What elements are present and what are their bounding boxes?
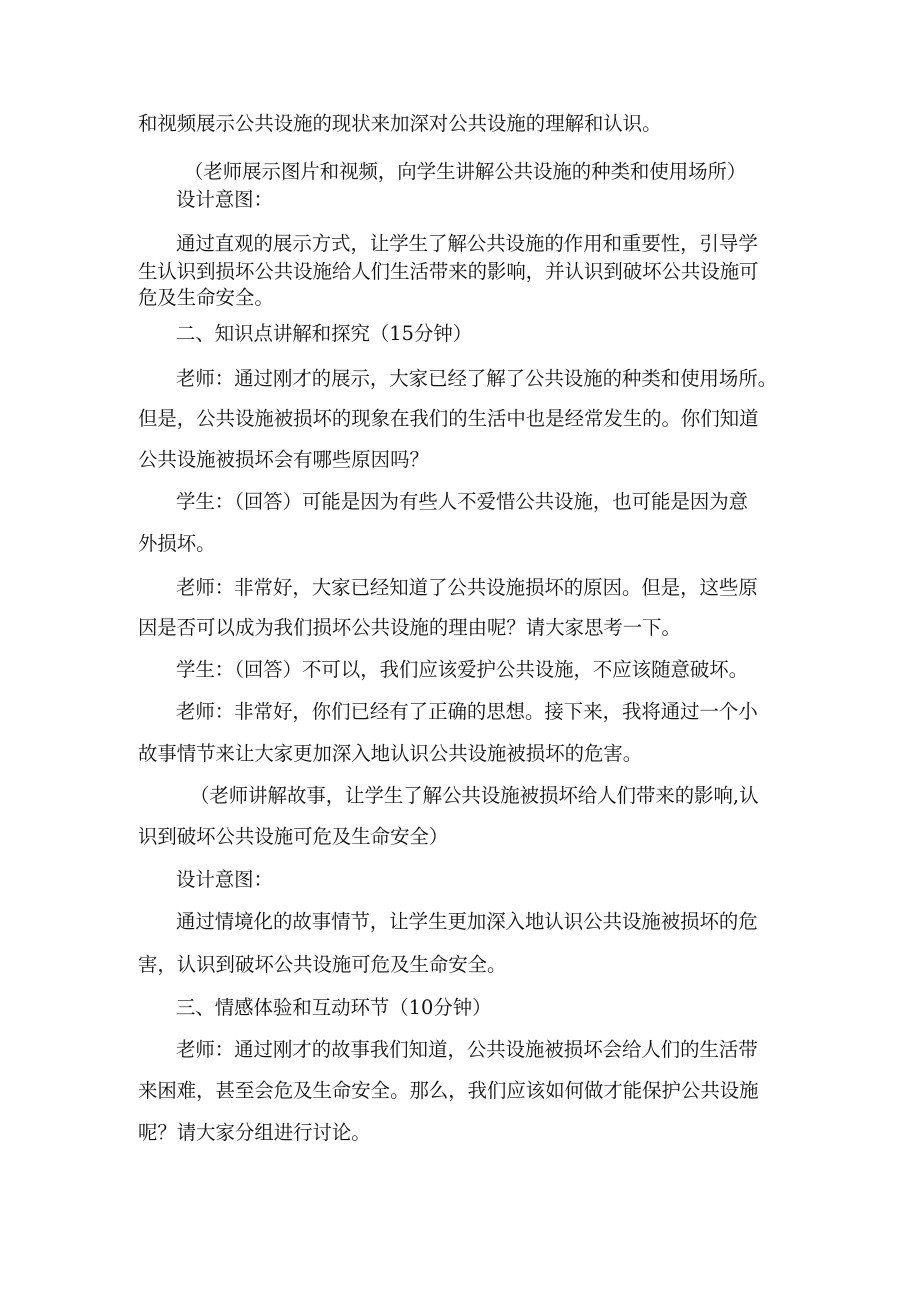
design-intent-heading: 设计意图： xyxy=(176,188,273,211)
paragraph-line: 老师：非常好，大家已经知道了公共设施损坏的原因。但是，这些原 xyxy=(176,576,758,599)
paragraph-line: 老师：非常好，你们已经有了正确的思想。接下来，我将通过一个小 xyxy=(176,700,758,723)
paragraph-line: 害，认识到破坏公共设施可危及生命安全。 xyxy=(138,953,507,976)
teacher-note-line: （老师展示图片和视频，向学生讲解公共设施的种类和使用场所） xyxy=(184,160,747,183)
paragraph-line: 老师：通过刚才的故事我们知道，公共设施被损坏会给人们的生活带 xyxy=(176,1038,758,1061)
design-intent-heading: 设计意图： xyxy=(176,868,273,891)
paragraph-line: 生认识到损坏公共设施给人们生活带来的影响，并认识到破坏公共设施可 xyxy=(138,260,759,283)
paragraph-line: 通过情境化的故事情节，让学生更加深入地认识公共设施被损坏的危 xyxy=(176,910,758,933)
paragraph-line: 通过直观的展示方式，让学生了解公共设施的作用和重要性，引导学 xyxy=(176,232,758,255)
paragraph-line: 危及生命安全。 xyxy=(138,286,274,309)
paragraph-line: 来困难，甚至会危及生命安全。那么，我们应该如何做才能保护公共设施 xyxy=(138,1079,759,1102)
paragraph-line: 老师：通过刚才的展示，大家已经了解了公共设施的种类和使用场所。 xyxy=(176,367,778,390)
paragraph-line: 学生：（回答）可能是因为有些人不爱惜公共设施，也可能是因为意 xyxy=(176,490,749,513)
paragraph-line: 学生：（回答）不可以，我们应该爱护公共设施，不应该随意破坏。 xyxy=(176,658,749,681)
paragraph-line: 因是否可以成为我们损坏公共设施的理由呢？请大家思考一下。 xyxy=(138,616,681,639)
section-heading: 三、情感体验和互动环节（10分钟） xyxy=(176,996,492,1019)
teacher-note-line: （老师讲解故事，让学生了解公共设施被损坏给人们带来的影响,认 xyxy=(190,784,759,807)
paragraph-line: 故事情节来让大家更加深入地认识公共设施被损坏的危害。 xyxy=(138,742,643,765)
paragraph-line: 但是，公共设施被损坏的现象在我们的生活中也是经常发生的。你们知道 xyxy=(138,407,759,430)
paragraph-line: 呢？请大家分组进行讨论。 xyxy=(138,1121,371,1144)
paragraph-line: 外损坏。 xyxy=(138,532,216,555)
paragraph-line: 和视频展示公共设施的现状来加深对公共设施的理解和认识。 xyxy=(138,112,662,135)
paragraph-line: 公共设施被损坏会有哪些原因吗？ xyxy=(138,448,429,471)
section-heading: 二、知识点讲解和探究（15分钟） xyxy=(176,322,473,345)
teacher-note-line: 识到破坏公共设施可危及生命安全） xyxy=(138,825,449,848)
